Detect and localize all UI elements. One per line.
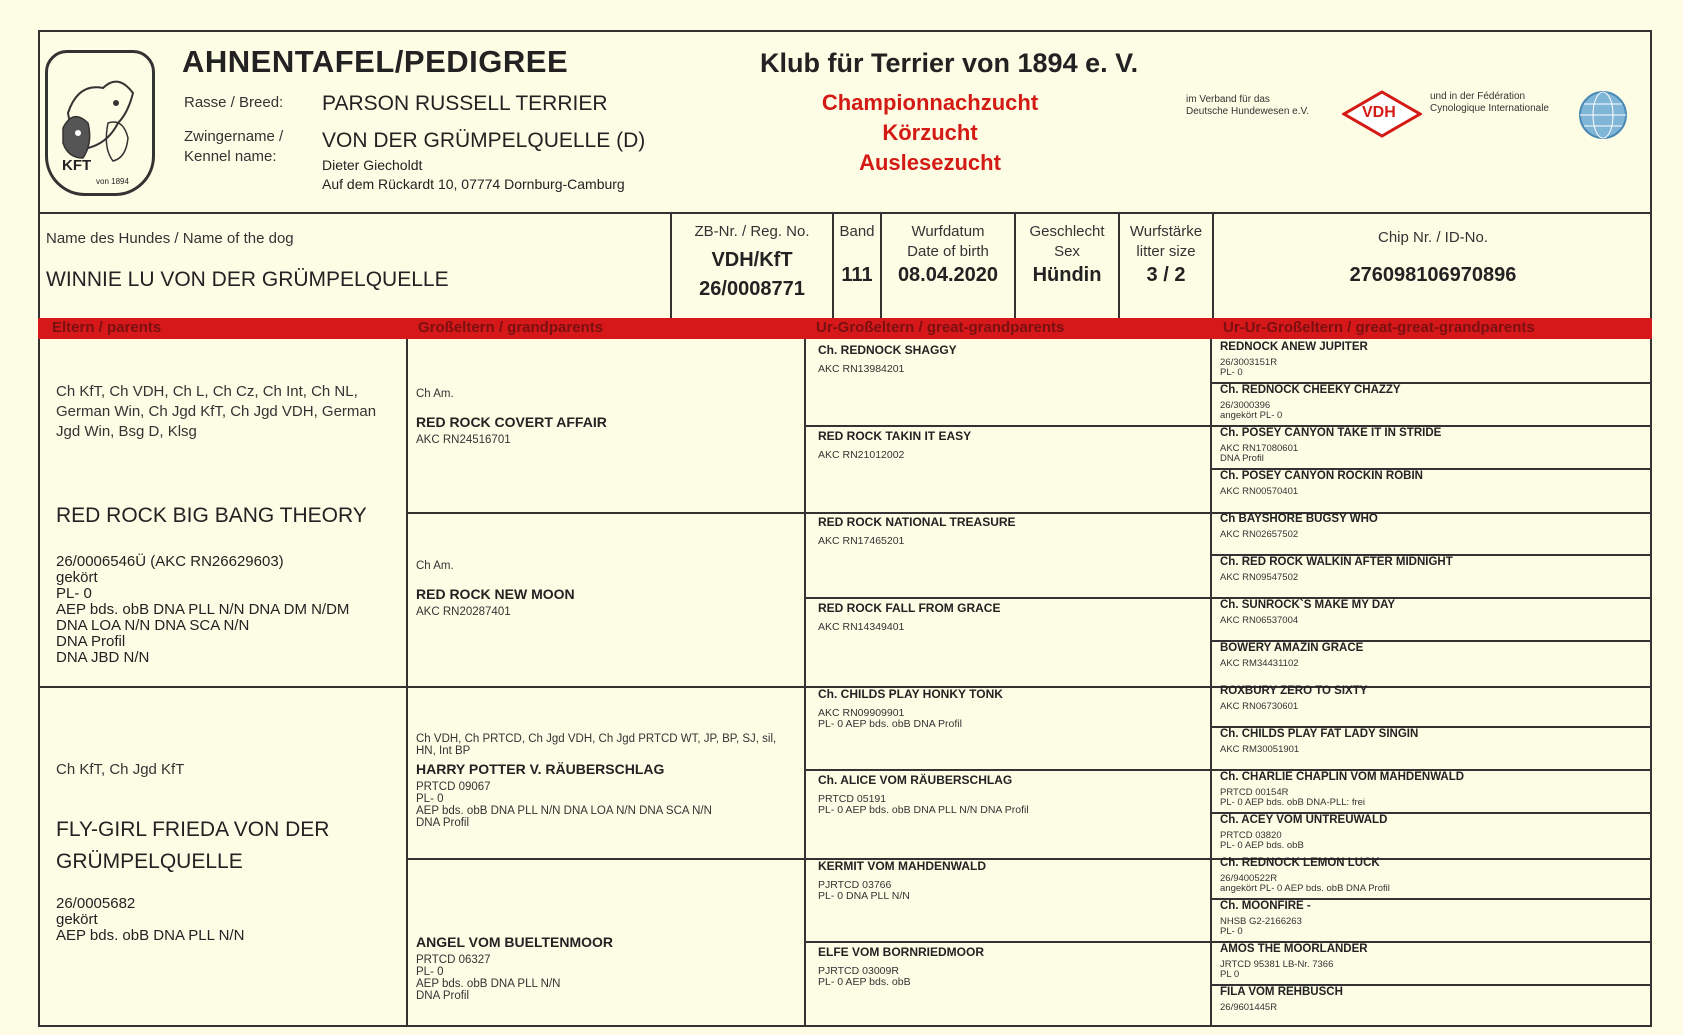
great-grandparent <box>818 687 1204 730</box>
great-great-grandparent <box>1220 856 1648 894</box>
vdh-logo <box>1342 90 1422 138</box>
ggp-info-line: PRTCD 05191 <box>818 793 887 805</box>
gp-name: HARRY POTTER V. RÄUBERSCHLAG <box>416 761 665 777</box>
gggp-name: ROXBURY ZERO TO SIXTY <box>1220 685 1368 697</box>
gggp-name: Ch BAYSHORE BUGSY WHO <box>1220 513 1378 525</box>
reg-cell <box>672 222 832 304</box>
gp-info-line: PL- 0 <box>416 966 444 978</box>
vdh-logo-text: VDH <box>1362 104 1396 121</box>
club-name: Klub für Terrier von 1894 e. V. <box>760 48 1139 78</box>
grandparent-3 <box>416 733 796 829</box>
great-grandparent <box>818 515 1204 547</box>
gggp-info-line: PRTCD 03820 <box>1220 830 1282 841</box>
logo-subtext: von 1894 <box>96 177 129 186</box>
ggp-info-line: PL- 0 AEP bds. obB <box>818 976 911 988</box>
grandparent-1 <box>416 388 796 446</box>
gp-info-line: PL- 0 <box>416 793 444 805</box>
dam-info-line: AEP bds. obB DNA PLL N/N <box>56 927 245 944</box>
great-grandparent <box>818 429 1204 461</box>
gggp-info-line: JRTCD 95381 LB-Nr. 7366 <box>1220 959 1334 970</box>
ggp-info-line: PJRTCD 03009R <box>818 965 899 977</box>
great-great-grandparent <box>1220 899 1648 937</box>
gggp-info-line: 26/9601445R <box>1220 1002 1278 1013</box>
chip-value: 276098106970896 <box>1349 264 1517 286</box>
litter-cell <box>1120 222 1212 287</box>
gggp-name: Ch. POSEY CANYON TAKE IT IN STRIDE <box>1220 427 1442 439</box>
great-great-grandparent <box>1220 985 1648 1013</box>
dam-titles: Ch KfT, Ch Jgd KfT <box>56 761 185 778</box>
dam-info <box>56 896 404 944</box>
gggp-info-line: AKC RN06730601 <box>1220 701 1299 712</box>
gggp-info-line: AKC RN00570401 <box>1220 486 1299 497</box>
sire-info-line: 26/0006546Ü (AKC RN26629603) <box>56 553 284 570</box>
great-great-grandparent <box>1220 770 1648 808</box>
gp-info-line: AKC RN20287401 <box>416 606 511 618</box>
gggp-info-line: 26/3003151R <box>1220 357 1278 368</box>
sire-info-line: DNA JBD N/N <box>56 649 150 666</box>
vdh-text <box>1186 94 1309 118</box>
gggp-info-line: AKC RN09547502 <box>1220 572 1299 583</box>
great-great-grandparent <box>1220 426 1648 464</box>
col-grandparents-label: Großeltern / grandparents <box>418 319 604 336</box>
dob-cell <box>882 222 1014 287</box>
breeding-titles <box>800 88 1060 178</box>
gggp-info-line: PL 0 <box>1220 969 1240 980</box>
sex-cell <box>1016 222 1118 287</box>
gggp-name: BOWERY AMAZIN GRACE <box>1220 642 1364 654</box>
ggp-info-line: PL- 0 DNA PLL N/N <box>818 890 910 902</box>
col-great-grandparents-label: Ur-Großeltern / great-grandparents <box>816 319 1065 336</box>
ggp-info-line: AKC RN09909901 <box>818 707 905 719</box>
ggp-name: ELFE VOM BORNRIEDMOOR <box>818 945 985 959</box>
gggp-name: Ch. RED ROCK WALKIN AFTER MIDNIGHT <box>1220 556 1453 568</box>
great-great-grandparent <box>1220 684 1648 712</box>
fci-logo <box>1578 90 1628 140</box>
grid-v3 <box>1210 339 1212 1027</box>
grandparent-2 <box>416 560 796 618</box>
ggp-info-line: PL- 0 AEP bds. obB DNA Profil <box>818 718 962 730</box>
reg-line1: VDH/KfT <box>711 249 793 271</box>
divider-header <box>38 212 1652 214</box>
great-grandparent <box>818 601 1204 633</box>
ggp-name: RED ROCK NATIONAL TREASURE <box>818 515 1016 529</box>
gp-name: ANGEL VOM BUELTENMOOR <box>416 934 614 950</box>
litter-label-line2: litter size <box>1136 243 1196 260</box>
owner-name: Dieter Giecholdt <box>322 157 423 173</box>
great-great-grandparent <box>1220 469 1648 497</box>
dob-label-line2: Date of birth <box>907 243 989 260</box>
gggp-name: Ch. REDNOCK LEMON LUCK <box>1220 857 1380 869</box>
gggp-name: AMOS THE MOORLANDER <box>1220 943 1368 955</box>
great-great-grandparent <box>1220 641 1648 669</box>
gggp-name: Ch. CHILDS PLAY FAT LADY SINGIN <box>1220 728 1419 740</box>
gggp-info-line: AKC RN17080601 <box>1220 443 1299 454</box>
ggp-info-line: AKC RN21012002 <box>818 449 905 461</box>
ggp-info-line: AKC RN13984201 <box>818 363 905 375</box>
sire-name: RED ROCK BIG BANG THEORY <box>56 504 367 527</box>
title-auslesezucht: Auslesezucht <box>859 150 1001 175</box>
sire-titles: Ch KfT, Ch VDH, Ch L, Ch Cz, Ch Int, Ch NL, German Win, Ch Jgd KfT, Ch Jgd VDH, German Jgd Win, Bsg D, Klsg <box>56 383 377 440</box>
great-great-grandparent <box>1220 942 1648 980</box>
gggp-info-line: angekört PL- 0 AEP bds. obB DNA Profil <box>1220 883 1390 894</box>
sire-info-line: PL- 0 <box>56 585 92 602</box>
great-great-grandparent <box>1220 598 1648 626</box>
band-cell <box>834 222 880 287</box>
great-great-grandparent <box>1220 813 1648 851</box>
gggp-info-line: angekört PL- 0 <box>1220 410 1283 421</box>
breed-value: PARSON RUSSELL TERRIER <box>322 92 608 115</box>
litter-value: 3 / 2 <box>1146 264 1186 286</box>
grid-v2 <box>804 339 806 1027</box>
ggp-name: Ch. CHILDS PLAY HONKY TONK <box>818 687 1003 701</box>
gggp-info-line: AKC RM34431102 <box>1220 658 1299 669</box>
gggp-info-line: AKC RN02657502 <box>1220 529 1299 540</box>
great-grandparent <box>818 343 1204 375</box>
great-great-grandparent <box>1220 727 1648 755</box>
litter-label-line1: Wurfstärke <box>1129 223 1203 240</box>
gggp-info-line: 26/3000396 <box>1220 400 1271 411</box>
sire-info <box>56 554 404 666</box>
gggp-info-line: NHSB G2-2166263 <box>1220 916 1302 927</box>
fci-text-line2: Cynologique Internationale <box>1430 103 1549 114</box>
gggp-info-line: AKC RN06537004 <box>1220 615 1299 626</box>
dam-info-line: 26/0005682 <box>56 895 136 912</box>
gggp-info-line: PL- 0 AEP bds. obB DNA-PLL: frei <box>1220 797 1366 808</box>
ggp-name: Ch. ALICE VOM RÄUBERSCHLAG <box>818 773 1013 787</box>
kennel-label-line1: Zwingername / <box>184 128 284 145</box>
great-great-grandparent <box>1220 340 1648 378</box>
chip-label: Chip Nr. / ID-No. <box>1377 229 1489 246</box>
generation-header-bar <box>38 318 1652 339</box>
band-label: Band <box>839 223 875 240</box>
gp-name: RED ROCK COVERT AFFAIR <box>416 414 607 430</box>
fci-text <box>1430 91 1549 115</box>
gggp-name: Ch. POSEY CANYON ROCKIN ROBIN <box>1220 470 1423 482</box>
gggp-name: Ch. CHARLIE CHAPLIN VOM MAHDENWALD <box>1220 771 1465 783</box>
ggp-name: RED ROCK FALL FROM GRACE <box>818 601 1001 615</box>
fci-globe-icon <box>1578 90 1628 140</box>
ggp-info-line: AKC RN17465201 <box>818 535 905 547</box>
ggp-name: RED ROCK TAKIN IT EASY <box>818 429 972 443</box>
sex-value: Hündin <box>1032 264 1102 286</box>
gggp-info-line: PL- 0 AEP bds. obB <box>1220 840 1304 851</box>
gp-info-line: DNA Profil <box>416 817 470 829</box>
gggp-info-line: PL- 0 <box>1220 926 1243 937</box>
gp-info-line: AEP bds. obB DNA PLL N/N <box>416 978 561 990</box>
kennel-value: VON DER GRÜMPELQUELLE (D) <box>322 129 646 152</box>
parent-dam <box>56 760 404 944</box>
gggp-info-line: DNA Profil <box>1220 453 1264 464</box>
col-great-great-grandparents-label: Ur-Ur-Großeltern / great-great-grandparents <box>1223 319 1535 336</box>
ggp-info-line: PL- 0 AEP bds. obB DNA PLL N/N DNA Profil <box>818 804 1029 816</box>
vdh-text-line1: im Verband für das <box>1186 94 1270 105</box>
gggp-name: Ch. ACEY VOM UNTREUWALD <box>1220 814 1388 826</box>
ggp-name: Ch. REDNOCK SHAGGY <box>818 343 957 357</box>
dob-label-line1: Wurfdatum <box>911 223 985 240</box>
kennel-label-line2: Kennel name: <box>184 148 277 165</box>
gggp-name: REDNOCK ANEW JUPITER <box>1220 341 1368 353</box>
document-title: AHNENTAFEL/PEDIGREE <box>182 44 569 79</box>
gp-info-line: AEP bds. obB DNA PLL N/N DNA LOA N/N DNA SCA N/N <box>416 805 712 817</box>
gp-info-line: PRTCD 06327 <box>416 954 491 966</box>
dob-value: 08.04.2020 <box>897 264 999 286</box>
sire-info-line: DNA Profil <box>56 633 126 650</box>
sire-info-line: gekört <box>56 569 98 586</box>
gggp-info-line: PL- 0 <box>1220 367 1243 378</box>
vdh-text-line2: Deutsche Hundewesen e.V. <box>1186 106 1310 117</box>
sire-info-line: AEP bds. obB DNA PLL N/N DNA DM N/DM <box>56 601 350 618</box>
reg-label: ZB-Nr. / Reg. No. <box>694 223 810 240</box>
gp-info-line: AKC RN24516701 <box>416 434 511 446</box>
breed-label: Rasse / Breed: <box>184 94 284 111</box>
grid-v1 <box>406 339 408 1027</box>
grandparent-4 <box>416 934 796 1002</box>
great-grandparent <box>818 773 1204 816</box>
great-great-grandparent <box>1220 512 1648 540</box>
great-grandparent <box>818 859 1204 902</box>
chip-cell <box>1214 228 1652 287</box>
fci-text-line1: und in der Fédération <box>1430 91 1526 102</box>
dog-name: WINNIE LU VON DER GRÜMPELQUELLE <box>46 268 449 291</box>
reg-line2: 26/0008771 <box>699 278 805 300</box>
ggp-info-line: PJRTCD 03766 <box>818 879 892 891</box>
dam-info-line: gekört <box>56 911 98 928</box>
gggp-info-line: PRTCD 00154R <box>1220 787 1289 798</box>
gp-titles: Ch Am. <box>416 388 454 400</box>
title-koerzucht: Körzucht <box>882 120 978 145</box>
gggp-name: Ch. SUNROCK`S MAKE MY DAY <box>1220 599 1396 611</box>
gggp-name: FILA VOM REHBUSCH <box>1220 986 1343 998</box>
dam-name: FLY-GIRL FRIEDA VON DER GRÜMPELQUELLE <box>56 818 330 873</box>
gp-titles: Ch Am. <box>416 560 454 572</box>
dog-name-label: Name des Hundes / Name of the dog <box>46 230 294 247</box>
parent-sire <box>56 382 404 666</box>
gggp-info-line: 26/9400522R <box>1220 873 1278 884</box>
sex-label-line2: Sex <box>1054 243 1080 260</box>
gp-info-line: PRTCD 09067 <box>416 781 491 793</box>
title-championnachzucht: Championnachzucht <box>821 90 1039 115</box>
band-value: 111 <box>841 264 873 286</box>
logo-text: KFT <box>62 157 92 174</box>
gp-titles: Ch VDH, Ch PRTCD, Ch Jgd VDH, Ch Jgd PRTCD WT, JP, BP, SJ, sil, HN, Int BP <box>416 733 777 757</box>
ggp-info-line: AKC RN14349401 <box>818 621 905 633</box>
gggp-name: Ch. REDNOCK CHEEKY CHAZZY <box>1220 384 1401 396</box>
sex-label-line1: Geschlecht <box>1029 223 1105 240</box>
kft-logo <box>45 50 155 196</box>
gggp-name: Ch. MOONFIRE - <box>1220 900 1311 912</box>
great-great-grandparent <box>1220 383 1648 421</box>
gp-name: RED ROCK NEW MOON <box>416 586 575 602</box>
sire-info-line: DNA LOA N/N DNA SCA N/N <box>56 617 250 634</box>
gp-info-line: DNA Profil <box>416 990 470 1002</box>
gggp-info-line: AKC RM30051901 <box>1220 744 1300 755</box>
owner-address: Auf dem Rückardt 10, 07774 Dornburg-Camburg <box>322 176 625 192</box>
ggp-name: KERMIT VOM MAHDENWALD <box>818 859 986 873</box>
great-grandparent <box>818 945 1204 988</box>
great-great-grandparent <box>1220 555 1648 583</box>
col-parents-label: Eltern / parents <box>52 319 162 336</box>
